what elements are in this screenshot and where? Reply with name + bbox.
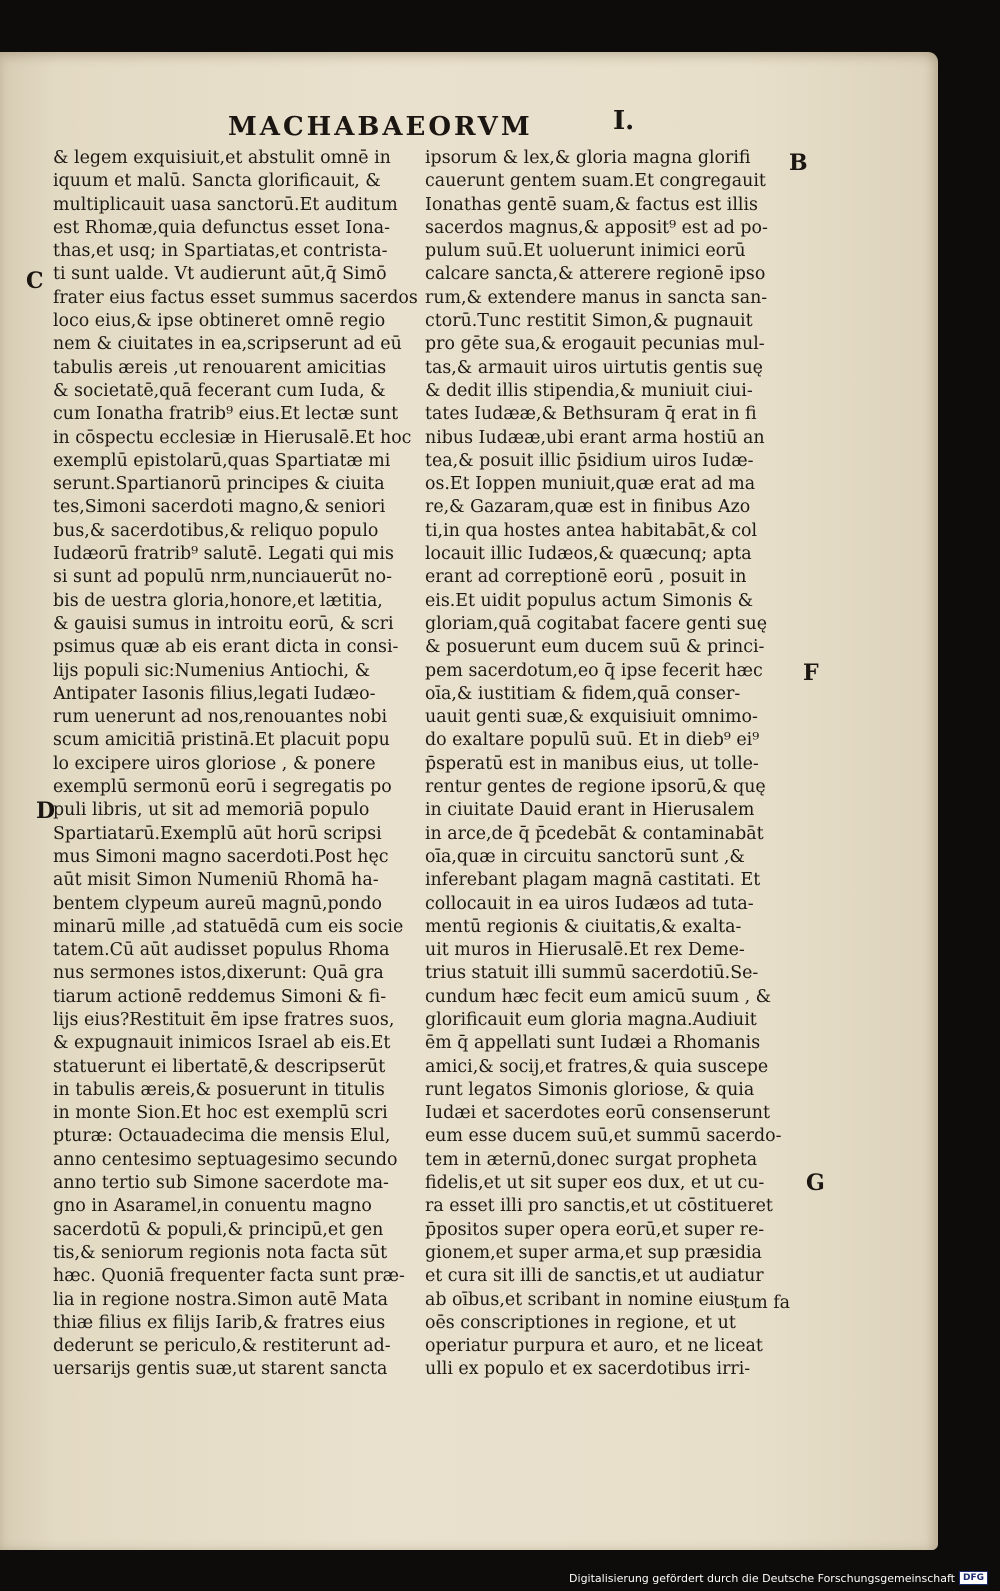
text-line: tates Iudææ,& Bethsuram q̄ erat in fi [425,404,757,425]
margin-marker-b: B [789,150,808,176]
text-line: bus,& sacerdotibus,& reliquo populo [53,520,379,541]
text-line: in cōspectu ecclesiæ in Hierusalē.Et hoc [53,427,412,448]
text-line: anno centesimo septuagesimo secundo [53,1149,398,1170]
text-line: rentur gentes de regione ipsorū,& quę [425,777,766,798]
text-line: eis.Et uidit populus actum Simonis & [425,590,754,611]
margin-marker-c: C [26,268,44,294]
text-line: lia in regione nostra.Simon autē Mata [53,1289,388,1310]
text-line: gionem,et super arma,et sup præsidia [425,1242,762,1263]
text-line: est Rhomæ,quia defunctus esset Iona- [53,217,391,238]
text-line: oīa,& iustitiam & fidem,quā conser- [425,683,741,704]
text-line: thiæ filius ex filijs Iarib,& fratres eius [53,1312,386,1333]
text-line: rum uenerunt ad nos,renouantes nobi [53,707,388,728]
digitization-credit [569,1571,988,1585]
text-line: inferebant plagam magnā castitati. Et [425,870,761,891]
margin-marker-d: D [36,798,56,824]
text-line: hæc. Quoniā frequenter facta sunt præ- [53,1266,405,1287]
text-line: tatem.Cū aūt audisset populus Rhoma [53,940,390,961]
text-line: tabulis æreis ,ut renouarent amicitias [53,357,387,378]
text-line: Antipater Iasonis filius,legati Iudæo- [53,683,376,704]
text-line: oēs conscriptiones in regione, et ut [425,1312,736,1333]
text-line: cundum hæc fecit eum amicū suum , & [425,986,772,1007]
text-line: thas,et usq; in Spartiatas,et contrista- [53,241,388,262]
text-line: runt legatos Simonis gloriose, & quia [425,1079,755,1100]
text-line: puli libris, ut sit ad memoriā populo [53,800,370,821]
text-line: & gauisi sumus in introitu eorū, & scri [53,613,394,634]
text-line: in tabulis æreis,& posuerunt in titulis [53,1079,385,1100]
text-line: trius statuit illi summū sacerdotiū.Se- [425,963,759,984]
text-line: Ionathas gentē suam,& factus est illis [425,194,758,215]
text-line: nus sermones istos,dixerunt: Quā gra [53,963,384,984]
text-line: pturæ: Octauadecima die mensis Elul, [53,1126,391,1147]
text-line: calcare sancta,& atterere regionē ipso [425,264,766,285]
text-line: nem & ciuitates in ea,scripserunt ad eū [53,334,402,355]
text-line: ra esset illi pro sanctis,et ut cōstitueret [425,1196,773,1217]
text-line: psimus quæ ab eis erant dicta in consi- [53,637,399,658]
text-line: & expugnauit inimicos Israel ab eis.Et [53,1033,391,1054]
text-line: tis,& seniorum regionis nota facta sūt [53,1242,388,1263]
text-line: Iudæi et sacerdotes eorū consenserunt [425,1103,770,1124]
text-line: in arce,de q̄ p̄cedebāt & contaminabāt [425,823,764,844]
text-line: tea,& posuit illic p̄sidium uiros Iudæ- [425,450,754,471]
text-line: serunt.Spartianorū principes & ciuita [53,474,385,495]
text-line: glorificauit eum gloria magna.Audiuit [425,1009,757,1030]
text-line: minarū mille ,ad statuēdā cum eis socie [53,916,404,937]
text-line: p̄speratū est in manibus eius, ut tolle- [425,753,759,774]
running-title: MACHABAEORVM [228,112,533,142]
folio-number: I. [613,106,635,136]
text-line: lijs populi sic:Numenius Antiochi, & [53,660,371,681]
text-line: et cura sit illi de sanctis,et ut audiatur [425,1266,764,1287]
text-line: exemplū sermonū eorū i segregatis po [53,777,392,798]
text-line: Spartiatarū.Exemplū aūt horū scripsi [53,823,382,844]
text-line: amici,& socij,et fratres,& quia suscepe [425,1056,769,1077]
text-line: ctorū.Tunc restitit Simon,& pugnauit [425,311,753,332]
text-line: mus Simoni magno sacerdoti.Post hęc [53,846,389,867]
text-line: uauit genti suæ,& exquisiuit omnimo- [425,707,758,728]
text-line: pem sacerdotum,eo q̄ ipse fecerit hæc [425,660,763,681]
text-line: exemplū epistolarū,quas Spartiatæ mi [53,450,391,471]
text-line: bentem clypeum aureū magnū,pondo [53,893,382,914]
text-line: mentū regionis & ciuitatis,& exalta- [425,916,742,937]
text-line: erant ad correptionē eorū , posuit in [425,567,747,588]
text-line: p̄positos super opera eorū,et super re- [425,1219,765,1240]
text-line: locauit illic Iudæos,& quæcunq; apta [425,544,752,565]
right-text-column [425,147,805,1382]
text-line: & posuerunt eum ducem suū & princi- [425,637,765,658]
text-line: aūt misit Simon Numeniū Rhomā ha- [53,870,379,891]
text-line: lo excipere uiros gloriose , & ponere [53,753,376,774]
text-line: tiarum actionē reddemus Simoni & fi- [53,986,387,1007]
text-line: rum,& extendere manus in sancta san- [425,287,768,308]
text-line: sacerdos magnus,& apposit⁹ est ad po- [425,217,768,238]
text-line: iquum et malū. Sancta glorificauit, & [53,171,381,192]
text-line: oīa,quæ in circuitu sanctorū sunt ,& [425,846,745,867]
text-line: do exaltare populū suū. Et in dieb⁹ ei⁹ [425,730,760,751]
text-line: cauerunt gentem suam.Et congregauit [425,171,766,192]
text-line: gno in Asaramel,in conuentu magno [53,1196,372,1217]
catchword: tum fa [733,1293,791,1313]
text-line: re,& Gazaram,quæ est in finibus Azo [425,497,751,518]
text-line: ēm q̄ appellati sunt Iudæi a Rhomanis [425,1033,761,1054]
text-line: ti sunt ualde. Vt audierunt aūt,q̄ Simō [53,264,387,285]
text-line: in ciuitate Dauid erant in Hierusalem [425,800,755,821]
margin-marker-f: F [803,660,819,686]
margin-marker-g: G [806,1170,825,1196]
text-line: loco eius,& ipse obtineret omnē regio [53,311,386,332]
text-line: uit muros in Hierusalē.Et rex Deme- [425,940,745,961]
text-line: ulli ex populo et ex sacerdotibus irri- [425,1359,751,1380]
text-line: os.Et Ioppen muniuit,quæ erat ad ma [425,474,756,495]
text-line: & societatē,quā fecerant cum Iuda, & [53,380,386,401]
text-line: bis de uestra gloria,honore,et lætitia, [53,590,383,611]
left-text-column [53,147,425,1382]
text-line: scum amicitiā pristinā.Et placuit popu [53,730,390,751]
text-line: sacerdotū & populi,& principū,et gen [53,1219,384,1240]
text-line: Iudæorū fratrib⁹ salutē. Legati qui mis [53,544,394,565]
text-line: gloriam,quā cogitabat facere genti suę [425,613,768,634]
text-line: uersarijs gentis suæ,ut starent sancta [53,1359,388,1380]
text-line: tes,Simoni sacerdoti magno,& seniori [53,497,386,518]
text-line: operiatur purpura et auro, et ne liceat [425,1336,763,1357]
text-line: collocauit in ea uiros Iudæos ad tuta- [425,893,754,914]
text-line: eum esse ducem suū,et summū sacerdo- [425,1126,782,1147]
text-line: frater eius factus esset summus sacerdos [53,287,418,308]
text-line: tas,& armauit uiros uirtutis gentis suę [425,357,763,378]
text-line: ipsorum & lex,& gloria magna glorifi [425,148,751,168]
text-line: multiplicauit uasa sanctorū.Et auditum [53,194,398,215]
text-line: dederunt se periculo,& restiterunt ad- [53,1336,391,1357]
text-line: pro gēte sua,& erogauit pecunias mul- [425,334,765,355]
text-line: anno tertio sub Simone sacerdote ma- [53,1173,389,1194]
text-line: statuerunt ei libertatē,& descripserūt [53,1056,386,1077]
text-line: fidelis,et ut sit super eos dux, et ut cu- [425,1173,765,1194]
text-line: ti,in qua hostes antea habitabāt,& col [425,520,758,541]
text-line: tem in æternū,donec surgat propheta [425,1149,758,1170]
text-line: si sunt ad populū nrm,nunciauerūt no- [53,567,392,588]
text-line: nibus Iudææ,ubi erant arma hostiū an [425,427,765,448]
text-line: & dedit illis stipendia,& muniuit ciui- [425,380,753,401]
text-line: lijs eius?Restituit ēm ipse fratres suos, [53,1009,395,1030]
text-line: in monte Sion.Et hoc est exemplū scri [53,1103,388,1124]
dfg-logo: DFG [959,1571,988,1585]
text-line: pulum suū.Et uoluerunt inimici eorū [425,241,746,262]
text-line: cum Ionatha fratrib⁹ eius.Et lectæ sunt [53,404,399,425]
credit-text: Digitalisierung gefördert durch die Deutsche Forschungsgemeinschaft [569,1571,955,1585]
text-line: & legem exquisiuit,et abstulit omnē in [53,148,391,168]
text-line: ab oībus,et scribant in nomine eius [425,1289,735,1310]
